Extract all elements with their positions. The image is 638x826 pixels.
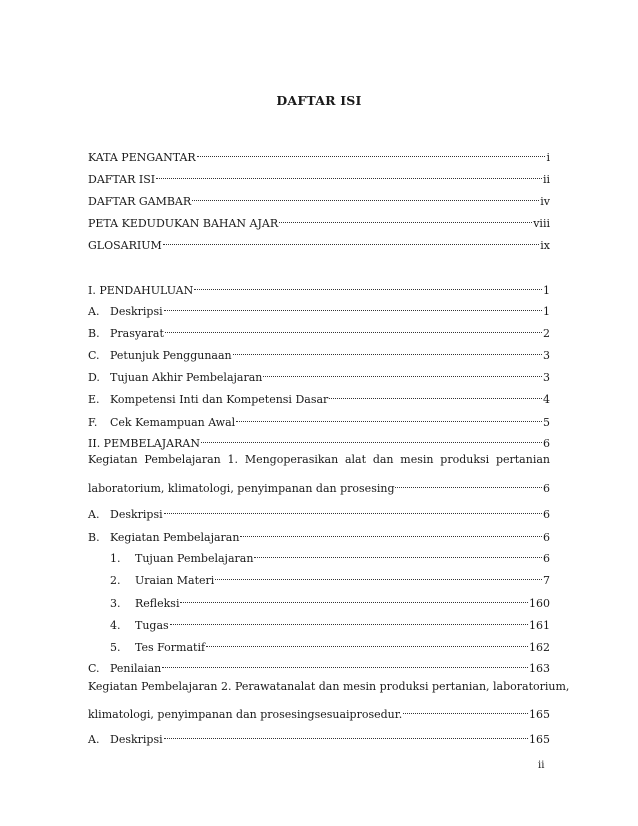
toc-label: Tujuan Pembelajaran (135, 552, 254, 565)
toc-label: Refleksi (135, 597, 180, 610)
toc-number: C. (88, 349, 100, 362)
toc-page: 6 (543, 552, 550, 565)
leader-dots (201, 431, 542, 447)
toc-number: 3. (110, 597, 121, 610)
toc-label: Kompetensi Inti dan Kompetensi Dasar (110, 393, 329, 406)
word: Mengoperasikan (244, 453, 339, 466)
toc-entry-deskripsi[interactable] (88, 299, 550, 318)
toc-entry-cek-kemampuan[interactable] (88, 410, 550, 429)
toc-entry-petunjuk[interactable] (88, 343, 550, 362)
toc-entry-refleksi[interactable] (110, 591, 550, 610)
toc-number: E. (88, 393, 100, 406)
leader-dots (192, 189, 539, 205)
toc-page: viii (533, 217, 550, 230)
toc-label: DAFTAR ISI (88, 173, 156, 186)
toc-entry-kp1-kegiatan[interactable] (88, 525, 550, 544)
toc-page: 160 (529, 597, 550, 610)
word: 1. (227, 453, 239, 466)
leader-dots (163, 233, 540, 249)
toc-entry-tugas[interactable] (110, 613, 550, 632)
toc-label: DAFTAR GAMBAR (88, 195, 192, 208)
leader-dots (254, 546, 542, 562)
leader-dots (194, 278, 542, 294)
toc-number: A. (88, 305, 100, 318)
toc-label: Deskripsi (110, 508, 163, 521)
leader-dots (162, 656, 528, 672)
leader-dots (263, 365, 542, 381)
toc-entry-daftar-gambar[interactable] (88, 189, 550, 208)
word: Kegiatan (88, 453, 138, 466)
toc-number: C. (88, 662, 100, 675)
toc-page: i (546, 151, 550, 164)
toc-entry-prasyarat[interactable] (88, 321, 550, 340)
toc-entry-kegiatan-1-line1[interactable] (88, 452, 550, 468)
toc-entry-pendahuluan[interactable] (88, 278, 550, 297)
toc-page: 3 (543, 371, 550, 384)
toc-entry-kegiatan-1-line2[interactable] (88, 476, 550, 495)
toc-page: ix (540, 239, 550, 252)
toc-label: Uraian Materi (135, 574, 215, 587)
toc-entry-tes-formatif[interactable] (110, 635, 550, 654)
toc-page: 165 (529, 708, 550, 721)
leader-dots (215, 568, 542, 584)
toc-number: 4. (110, 619, 121, 632)
leader-dots (206, 635, 528, 651)
leader-dots (197, 145, 546, 161)
toc-page: 7 (543, 574, 550, 587)
toc-entry-kegiatan-2-line1[interactable]: Kegiatan Pembelajaran 2. Perawatanalat dan mesin produksi pertanian, laboratorium, (88, 680, 570, 693)
word: pertanian (495, 453, 550, 466)
table-of-contents (88, 0, 570, 826)
toc-number: 5. (110, 641, 121, 654)
toc-number: F. (88, 416, 98, 429)
leader-dots (395, 476, 542, 492)
toc-entry-kp1-deskripsi[interactable] (88, 502, 550, 521)
toc-label: GLOSARIUM (88, 239, 162, 252)
toc-entry-pembelajaran[interactable] (88, 431, 550, 450)
toc-label: klimatologi, penyimpanan dan prosesingsesuaiprosedur. (88, 708, 403, 721)
toc-number: A. (88, 733, 100, 746)
toc-label: Cek Kemampuan Awal (110, 416, 236, 429)
leader-dots (164, 502, 542, 518)
toc-entry-kompetensi[interactable] (88, 387, 550, 406)
leader-dots (156, 167, 542, 183)
leader-dots (236, 410, 542, 426)
toc-page: iv (540, 195, 550, 208)
toc-label: Penilaian (110, 662, 162, 675)
word: Pembelajaran (144, 453, 221, 466)
toc-number: B. (88, 327, 100, 340)
toc-label: I. PENDAHULUAN (88, 284, 194, 297)
toc-page: 5 (543, 416, 550, 429)
toc-page: 6 (543, 531, 550, 544)
toc-entry-daftar-isi[interactable] (88, 167, 550, 186)
toc-entry-kp2-deskripsi[interactable] (88, 727, 550, 746)
toc-page: 165 (529, 733, 550, 746)
leader-dots (240, 525, 542, 541)
word: alat (344, 453, 367, 466)
leader-dots (329, 387, 542, 403)
toc-page: 161 (529, 619, 550, 632)
page-number: ii (538, 760, 545, 771)
word: mesin (400, 453, 434, 466)
toc-page: 6 (543, 482, 550, 495)
toc-entry-uraian-materi[interactable] (110, 568, 550, 587)
leader-dots (164, 299, 542, 315)
leader-dots (165, 321, 542, 337)
toc-page: ii (542, 173, 550, 186)
toc-page: 162 (529, 641, 550, 654)
toc-page: 1 (543, 284, 550, 297)
word: produksi (440, 453, 490, 466)
toc-entry-kata-pengantar[interactable] (88, 145, 550, 164)
toc-page: 3 (543, 349, 550, 362)
toc-number: B. (88, 531, 100, 544)
leader-dots (164, 727, 528, 743)
toc-label: KATA PENGANTAR (88, 151, 196, 164)
toc-page: 2 (543, 327, 550, 340)
toc-number: 1. (110, 552, 121, 565)
toc-label: Deskripsi (110, 733, 163, 746)
toc-entry-peta-kedudukan[interactable] (88, 211, 550, 230)
toc-page: 6 (543, 508, 550, 521)
toc-page: 4 (543, 393, 550, 406)
toc-number: A. (88, 508, 100, 521)
leader-dots (233, 343, 542, 359)
toc-entry-tujuan-akhir[interactable] (88, 365, 550, 384)
leader-dots (170, 613, 528, 629)
toc-label: Tugas (135, 619, 169, 632)
page-title: DAFTAR ISI (276, 93, 362, 108)
toc-label: Kegiatan Pembelajaran (110, 531, 240, 544)
leader-dots (403, 702, 528, 718)
toc-entry-penilaian[interactable] (88, 656, 550, 675)
toc-number: D. (88, 371, 100, 384)
leader-dots (180, 591, 528, 607)
toc-label: Petunjuk Penggunaan (110, 349, 232, 362)
toc-page: 6 (543, 437, 550, 450)
toc-number: 2. (110, 574, 121, 587)
toc-label: Tes Formatif (135, 641, 206, 654)
word: dan (372, 453, 394, 466)
toc-entry-glosarium[interactable] (88, 233, 550, 252)
toc-entry-kegiatan-2-line2[interactable] (88, 702, 550, 721)
toc-entry-tujuan-pembelajaran[interactable] (110, 546, 550, 565)
toc-page: 163 (529, 662, 550, 675)
toc-label: Prasyarat (110, 327, 164, 340)
toc-label: Tujuan Akhir Pembelajaran (110, 371, 263, 384)
toc-label: PETA KEDUDUKAN BAHAN AJAR (88, 217, 279, 230)
leader-dots (279, 211, 532, 227)
toc-label: laboratorium, klimatologi, penyimpanan dan prosesing (88, 482, 395, 495)
toc-label: II. PEMBELAJARAN (88, 437, 200, 450)
toc-label: Deskripsi (110, 305, 163, 318)
toc-page: 1 (543, 305, 550, 318)
